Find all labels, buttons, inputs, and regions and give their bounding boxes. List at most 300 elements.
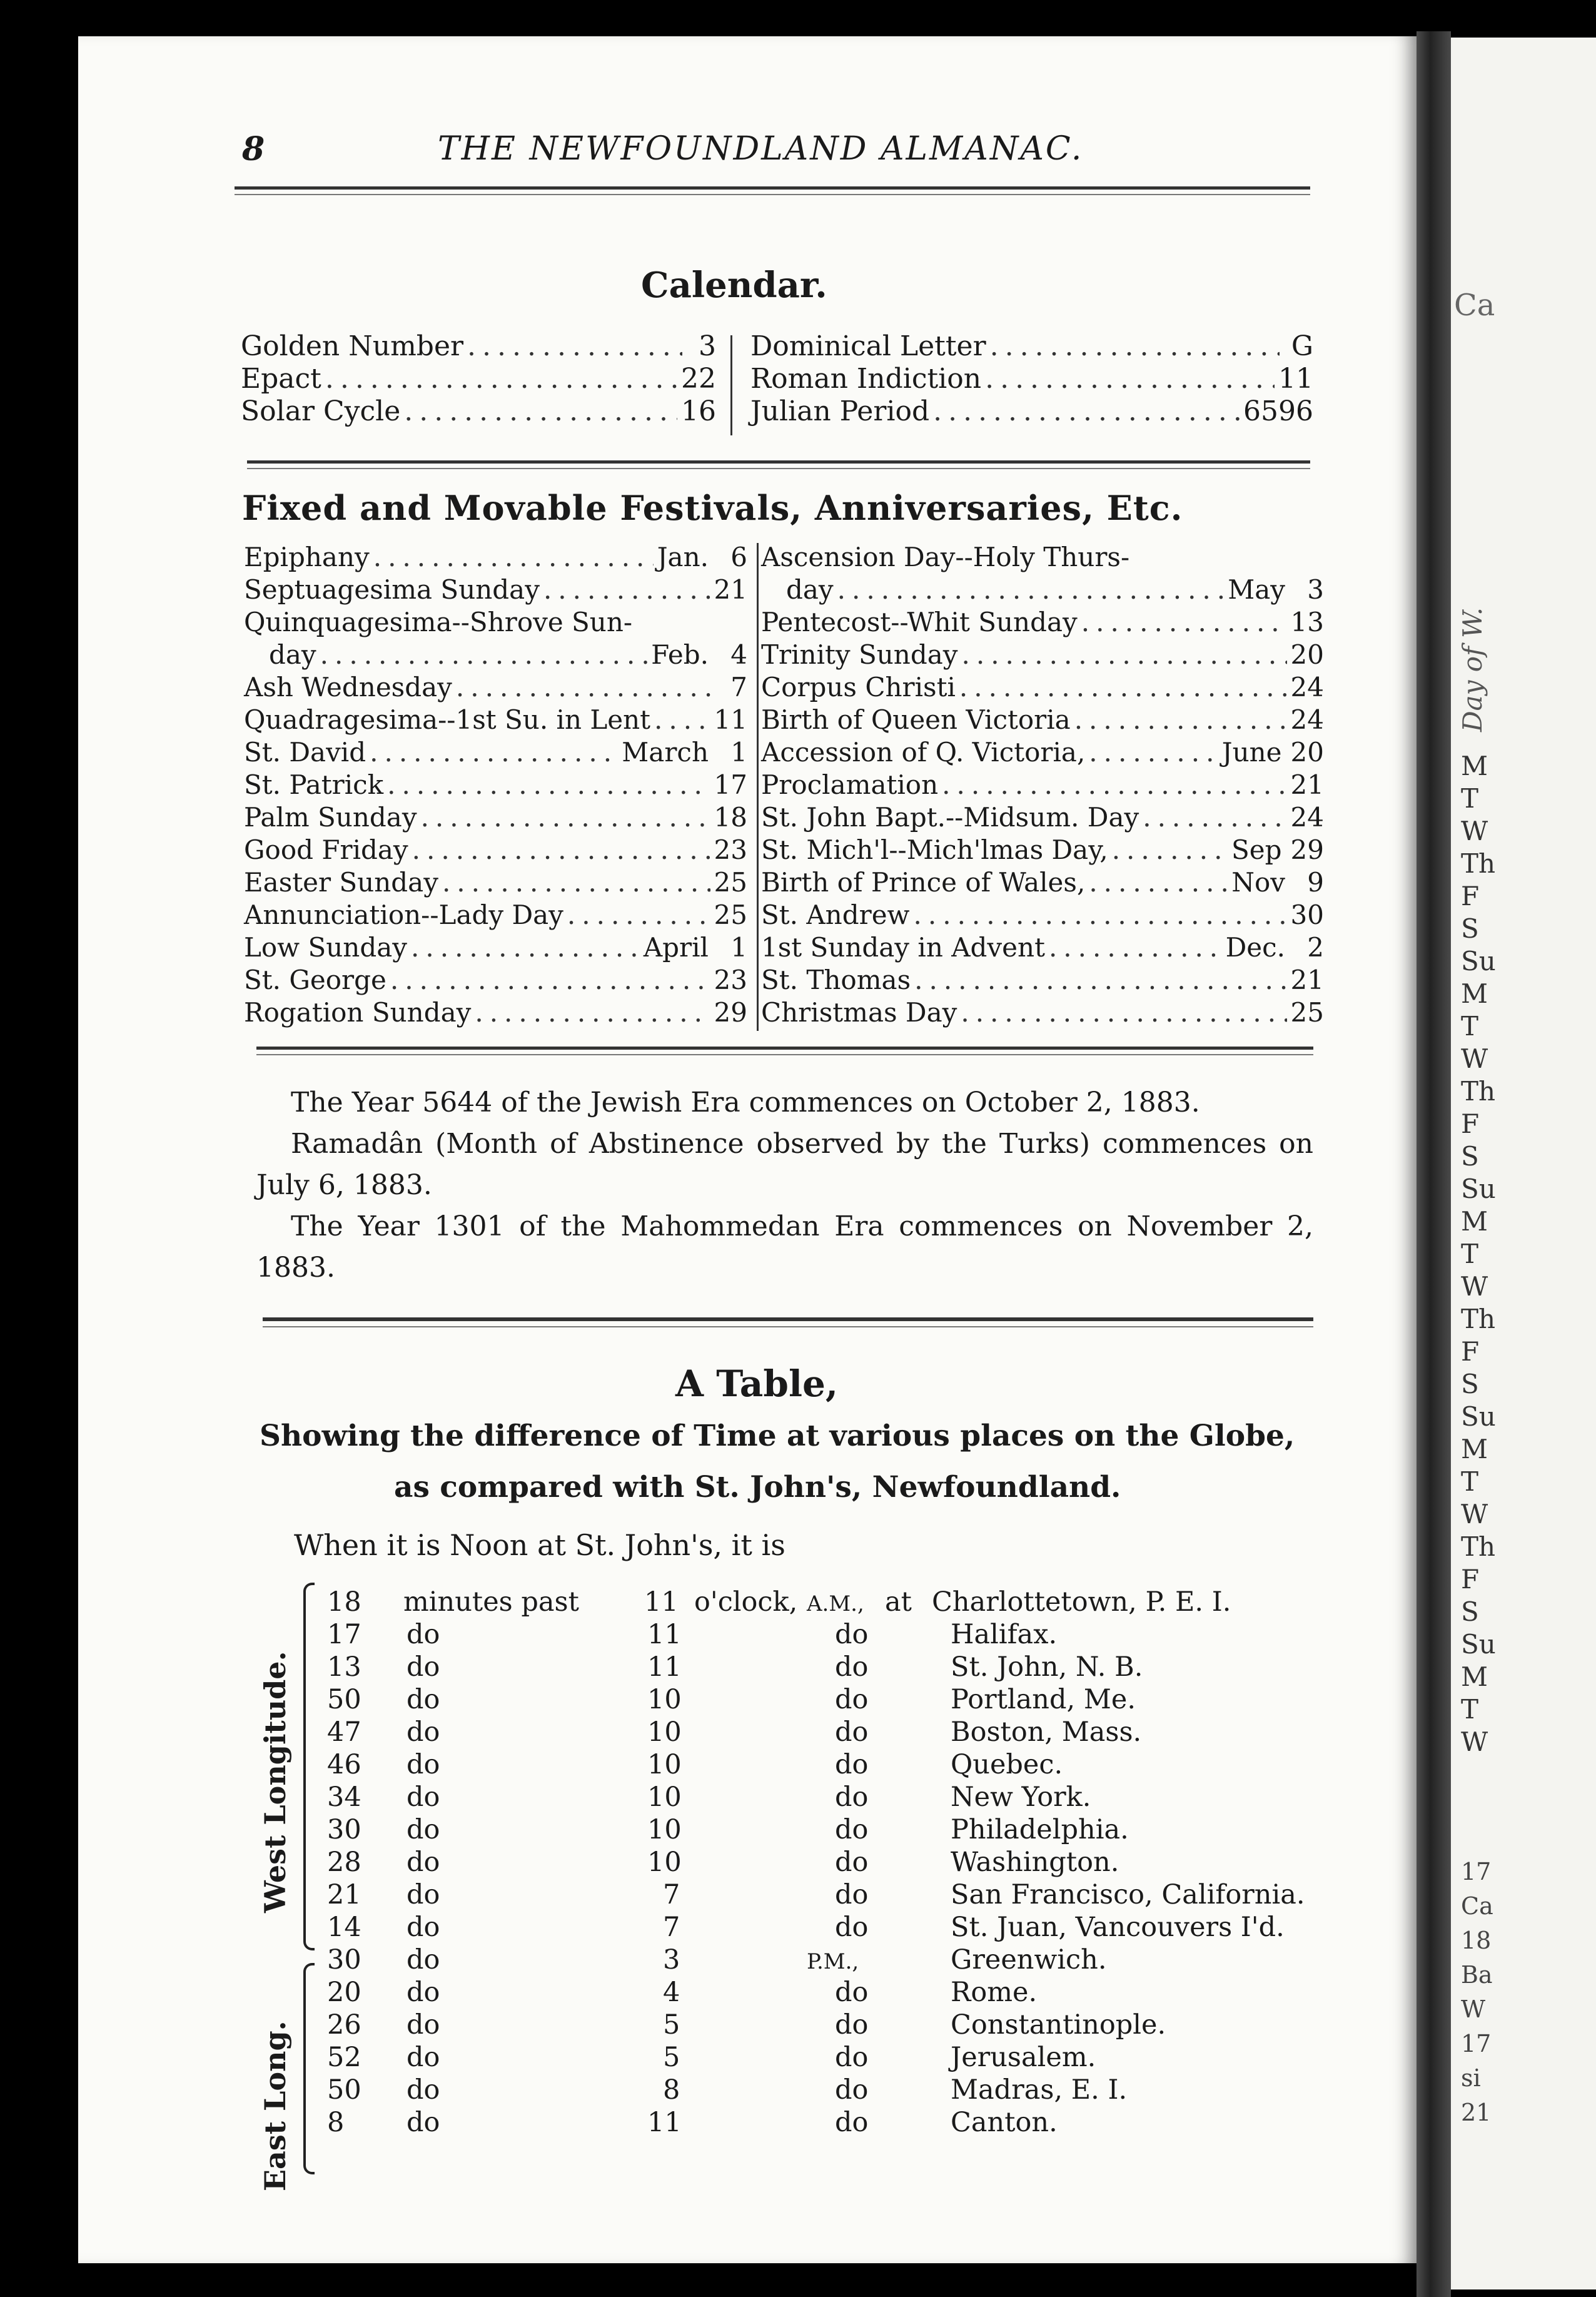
festival-left-item — [244, 737, 747, 769]
east-brace — [303, 1963, 315, 2174]
east-longitude-label: East Long. — [258, 2021, 292, 2191]
facing-day-letter: Th — [1461, 1304, 1496, 1334]
festival-left-item-value: 23 — [714, 965, 747, 995]
facing-day-letter: M — [1461, 1434, 1488, 1464]
am-pm-cell: do — [835, 1782, 869, 1813]
festival-right-item-label: Birth of Queen Victoria — [761, 704, 1071, 735]
hour-cell: 8 — [663, 2074, 680, 2106]
festival-left-item — [244, 542, 747, 574]
calendar-right-item-label: Dominical Letter — [750, 330, 986, 362]
am-pm-cell: do — [835, 1619, 869, 1650]
festival-right-item-label: Trinity Sunday — [761, 639, 958, 670]
minutes-past-cell: do — [407, 1912, 440, 1943]
dot-leader — [933, 395, 1240, 427]
festival-right-item-label: Accession of Q. Victoria, — [761, 737, 1086, 768]
place-cell: New York. — [951, 1782, 1091, 1813]
am-pm-cell: do — [835, 1912, 869, 1943]
am-pm-cell: do — [835, 1879, 869, 1910]
facing-day-letter: T — [1461, 783, 1479, 814]
place-cell: Portland, Me. — [951, 1684, 1136, 1715]
festival-right-item — [761, 639, 1324, 672]
calendar-right-item — [750, 395, 1313, 428]
hour-cell: 10 — [647, 1684, 682, 1715]
place-cell: Charlottetown, P. E. I. — [932, 1586, 1231, 1618]
running-title: THE NEWFOUNDLAND ALMANAC. — [438, 130, 1084, 168]
dot-leader — [1112, 834, 1228, 865]
festival-left-item-month: Feb. — [651, 639, 709, 670]
facing-day-letter: Th — [1461, 848, 1496, 879]
calendar-left-item — [241, 395, 716, 428]
festival-left-item-label: Easter Sunday — [244, 867, 438, 898]
hour-cell: 11 — [647, 1619, 682, 1650]
festival-right-item-month: Dec. — [1225, 932, 1285, 963]
facing-footer-line: 21 — [1461, 2099, 1492, 2126]
festival-right-item — [761, 867, 1324, 900]
minutes-cell: 14 — [327, 1912, 361, 1943]
festival-left-item — [244, 639, 747, 672]
festival-left-item — [244, 769, 747, 802]
festival-right-item-month: Sep — [1231, 834, 1282, 865]
festival-right-item-label: St. John Bapt.--Midsum. Day — [761, 802, 1139, 833]
facing-day-letter: W — [1461, 816, 1488, 846]
festival-right-item-label: 1st Sunday in Advent — [761, 932, 1045, 963]
eras-rule-thin — [263, 1326, 1313, 1327]
festivals-divider — [757, 543, 759, 1031]
festival-left-item-label: Quinquagesima--Shrove Sun- — [244, 607, 633, 637]
minutes-past-cell: do — [407, 1684, 440, 1715]
minutes-past-cell: do — [407, 1944, 440, 1975]
hour-cell: 10 — [647, 1749, 682, 1780]
festival-left-item-value: 4 — [730, 639, 747, 670]
festival-right-item — [761, 607, 1324, 639]
festival-left-item-value: 25 — [714, 900, 747, 930]
place-cell: Madras, E. I. — [951, 2074, 1128, 2106]
minutes-past-cell: do — [407, 1977, 440, 2008]
festival-left-item-label: Good Friday — [244, 834, 408, 865]
festival-left-item — [244, 704, 747, 737]
jewish-era-note: The Year 5644 of the Jewish Era commences on October 2, 1883. — [291, 1087, 1200, 1118]
dot-leader — [1049, 932, 1222, 963]
minutes-past-cell: do — [407, 2042, 440, 2073]
festival-left-item-value: 18 — [714, 802, 747, 833]
hour-cell: 5 — [663, 2042, 680, 2073]
dot-leader — [543, 574, 710, 605]
facing-footer-line: Ca — [1461, 1892, 1493, 1920]
festival-left-item-month: Jan. — [657, 542, 709, 572]
place-cell: Boston, Mass. — [951, 1716, 1142, 1748]
facing-day-letter: Th — [1461, 1531, 1496, 1562]
festival-left-item — [244, 607, 747, 639]
calendar-rule — [247, 460, 1310, 464]
am-pm-cell: do — [835, 1847, 869, 1878]
festival-right-item-value: 20 — [1290, 639, 1324, 670]
calendar-right-item-value: 6596 — [1243, 395, 1313, 427]
facing-day-letter: W — [1461, 1271, 1488, 1302]
place-cell: Philadelphia. — [951, 1814, 1129, 1845]
minutes-cell: 50 — [327, 2074, 361, 2106]
festival-right-item-value: 3 — [1307, 574, 1324, 605]
place-cell: Greenwich. — [951, 1944, 1107, 1975]
calendar-left-item-label: Epact — [241, 363, 321, 395]
festival-left-item-label: Quadragesima--1st Su. in Lent — [244, 704, 651, 735]
minutes-cell: 20 — [327, 1977, 361, 2008]
festival-left-item-label: St. George — [244, 965, 386, 995]
festivals-right-list — [761, 542, 1324, 1030]
minutes-cell: 30 — [327, 1944, 361, 1975]
hour-cell: 10 — [647, 1847, 682, 1878]
festival-right-item-value: 21 — [1290, 965, 1324, 995]
calendar-left-item-value: 22 — [681, 363, 716, 395]
festival-right-item-month: May — [1228, 574, 1285, 605]
facing-footer-line: W — [1461, 1995, 1486, 2023]
facing-day-letter: S — [1461, 1141, 1479, 1172]
almanac-page — [78, 36, 1417, 2263]
festival-right-item-value: 24 — [1290, 672, 1324, 702]
dot-leader — [1089, 867, 1228, 898]
festival-left-item-month: April — [643, 932, 709, 963]
dot-leader — [421, 802, 710, 833]
place-cell: Rome. — [951, 1977, 1038, 2008]
calendar-left-item-label: Golden Number — [241, 330, 464, 362]
time-table-title: A Table, — [675, 1362, 839, 1405]
festival-right-item-value: 24 — [1290, 704, 1324, 735]
festival-left-item-value: 7 — [730, 672, 747, 702]
festival-left-item — [244, 965, 747, 997]
dot-leader — [370, 737, 618, 768]
festival-left-item-label: Palm Sunday — [244, 802, 417, 833]
dot-leader — [914, 900, 1287, 930]
am-pm-cell: do — [835, 2107, 869, 2138]
minutes-past-cell: do — [407, 1847, 440, 1878]
minutes-past-cell: do — [407, 1749, 440, 1780]
festival-right-item — [761, 900, 1324, 932]
am-pm-cell: do — [835, 1716, 869, 1748]
dot-leader — [962, 639, 1287, 670]
facing-day-letter: F — [1461, 1336, 1480, 1367]
place-cell: Quebec. — [951, 1749, 1063, 1780]
minutes-past-cell: do — [407, 1716, 440, 1748]
am-pm-cell: do — [835, 2009, 869, 2041]
festival-left-item-label: Annunciation--Lady Day — [244, 900, 563, 930]
festival-left-item-month: March — [622, 737, 709, 768]
dot-leader — [373, 542, 654, 572]
hour-cell: 3 — [663, 1944, 680, 1975]
place-cell: Jerusalem. — [951, 2042, 1096, 2073]
minutes-past-cell: do — [407, 1619, 440, 1650]
festival-right-item — [761, 574, 1324, 607]
calendar-left-item — [241, 363, 716, 395]
festival-left-item-value: 25 — [714, 867, 747, 898]
facing-footer-line: 18 — [1461, 1927, 1492, 1954]
festival-left-item — [244, 672, 747, 704]
festival-left-item-label: day — [269, 639, 316, 670]
am-pm-cell: P.M., — [807, 1949, 859, 1974]
minutes-cell: 50 — [327, 1684, 361, 1715]
festival-right-item-value: 20 — [1290, 737, 1324, 768]
festival-left-item-label: St. Patrick — [244, 769, 384, 800]
festival-right-item — [761, 672, 1324, 704]
facing-day-letter: T — [1461, 1694, 1479, 1725]
minutes-cell: 17 — [327, 1619, 361, 1650]
facing-day-letter: T — [1461, 1011, 1479, 1042]
facing-footer-line: 17 — [1461, 1858, 1492, 1885]
dot-leader — [959, 672, 1287, 702]
minutes-cell: 34 — [327, 1782, 361, 1813]
festival-right-item-value: 2 — [1307, 932, 1324, 963]
festival-right-item — [761, 932, 1324, 965]
festivals-rule — [256, 1047, 1313, 1050]
festival-left-item — [244, 997, 747, 1030]
festival-right-item-value: 25 — [1290, 997, 1324, 1028]
dot-leader — [320, 639, 647, 670]
hour-cell: 10 — [647, 1716, 682, 1748]
dot-leader — [985, 363, 1275, 395]
hour-cell: 11 — [644, 1586, 679, 1618]
dot-leader — [442, 867, 710, 898]
festival-right-item-label: Christmas Day — [761, 997, 957, 1028]
am-pm-cell: do — [835, 1814, 869, 1845]
festival-right-item-month: Nov — [1231, 867, 1285, 898]
festival-right-item — [761, 542, 1324, 574]
book-gutter — [1417, 31, 1451, 2297]
festival-right-item — [761, 834, 1324, 867]
festival-right-item — [761, 802, 1324, 834]
am-pm-cell: do — [835, 2074, 869, 2106]
minutes-past-cell: do — [407, 1782, 440, 1813]
west-brace — [303, 1583, 315, 1950]
facing-day-letter: F — [1461, 1564, 1480, 1595]
festival-left-item-value: 17 — [714, 769, 747, 800]
dot-leader — [1089, 737, 1218, 768]
time-table-intro: When it is Noon at St. John's, it is — [294, 1528, 785, 1562]
dot-leader — [456, 672, 714, 702]
calendar-left-item-label: Solar Cycle — [241, 395, 401, 427]
header-rule-thin — [235, 194, 1310, 195]
festival-left-item-value: 29 — [714, 997, 747, 1028]
dot-leader — [390, 965, 710, 995]
festivals-rule-thin — [256, 1054, 1313, 1055]
facing-day-letter: F — [1461, 881, 1480, 911]
hour-cell: 11 — [647, 2107, 682, 2138]
dot-leader — [1074, 704, 1287, 735]
minutes-cell: 18 — [327, 1586, 361, 1618]
minutes-past-cell: do — [407, 1879, 440, 1910]
hour-cell: 11 — [647, 1651, 682, 1683]
festival-left-item-value: 6 — [730, 542, 747, 572]
minutes-cell: 13 — [327, 1651, 361, 1683]
minutes-cell: 8 — [327, 2107, 345, 2138]
facing-day-letter: T — [1461, 1466, 1479, 1497]
facing-day-letter: Su — [1461, 1174, 1496, 1204]
dot-leader — [467, 330, 682, 362]
west-longitude-label: West Longitude. — [258, 1651, 292, 1913]
place-cell: St. John, N. B. — [951, 1651, 1143, 1683]
dot-leader — [942, 769, 1286, 800]
festival-left-item-value: 11 — [714, 704, 747, 735]
festival-left-item — [244, 834, 747, 867]
festival-left-item — [244, 574, 747, 607]
minutes-cell: 47 — [327, 1716, 361, 1748]
calendar-right-item-value: 11 — [1278, 363, 1313, 395]
at-cell: at — [885, 1586, 912, 1618]
festival-left-item-label: Ash Wednesday — [244, 672, 452, 702]
place-cell: San Francisco, California. — [951, 1879, 1305, 1910]
place-cell: St. Juan, Vancouvers I'd. — [951, 1912, 1285, 1943]
am-pm-cell: do — [835, 2042, 869, 2073]
minutes-cell: 21 — [327, 1879, 361, 1910]
festival-left-item — [244, 867, 747, 900]
festival-left-item — [244, 802, 747, 834]
minutes-past-cell: do — [407, 1651, 440, 1683]
facing-day-letter: F — [1461, 1108, 1480, 1139]
facing-header-fragment: Ca — [1454, 288, 1495, 323]
minutes-past-cell: do — [407, 2009, 440, 2041]
place-cell: Canton. — [951, 2107, 1058, 2138]
facing-day-letter: Su — [1461, 946, 1496, 976]
calendar-right-item-value: G — [1291, 330, 1313, 362]
facing-footer-line: si — [1461, 2064, 1481, 2092]
festival-right-item-label: St. Mich'l--Mich'lmas Day, — [761, 834, 1108, 865]
facing-day-letter: M — [1461, 751, 1488, 781]
dot-leader — [914, 965, 1286, 995]
festival-right-item-value: 30 — [1290, 900, 1324, 930]
facing-day-letter: Su — [1461, 1629, 1496, 1660]
festival-right-item — [761, 704, 1324, 737]
calendar-right-item — [750, 330, 1313, 363]
place-cell: Washington. — [951, 1847, 1119, 1878]
minutes-cell: 28 — [327, 1847, 361, 1878]
am-pm-cell: do — [835, 1977, 869, 2008]
festival-right-item-label: Corpus Christi — [761, 672, 956, 702]
facing-day-letter: T — [1461, 1239, 1479, 1269]
time-table-subtitle-1: Showing the difference of Time at various places on the Globe, — [260, 1419, 1295, 1453]
festival-right-item-month: June — [1221, 737, 1282, 768]
festival-right-item — [761, 997, 1324, 1030]
festival-right-item-label: Ascension Day--Holy Thurs- — [761, 542, 1130, 572]
facing-footer-line: Ba — [1461, 1961, 1493, 1989]
header-rule — [235, 186, 1310, 190]
am-pm-cell: do — [835, 1684, 869, 1715]
calendar-right-item-label: Roman Indiction — [750, 363, 982, 395]
mahommedan-era-note: The Year 1301 of the Mahommedan Era commences on November 2, 1883. — [256, 1210, 1313, 1284]
festival-right-item-label: St. Andrew — [761, 900, 910, 930]
festival-right-item-label: Proclamation — [761, 769, 939, 800]
calendar-divider — [730, 335, 732, 435]
dot-leader — [411, 932, 640, 963]
festival-left-item — [244, 900, 747, 932]
festival-right-item-label: St. Thomas — [761, 965, 911, 995]
facing-day-letter: W — [1461, 1043, 1488, 1074]
festival-right-item-label: Pentecost--Whit Sunday — [761, 607, 1078, 637]
dot-leader — [412, 834, 710, 865]
minutes-cell: 26 — [327, 2009, 361, 2041]
festival-right-item-value: 9 — [1307, 867, 1324, 898]
dot-leader — [387, 769, 710, 800]
facing-day-letter: M — [1461, 1206, 1488, 1237]
time-table-subtitle-2: as compared with St. John's, Newfoundland. — [394, 1470, 1121, 1504]
festival-left-item-label: Low Sunday — [244, 932, 408, 963]
am-pm-cell: A.M., — [807, 1591, 864, 1616]
dot-leader — [567, 900, 710, 930]
festival-left-item-value: 1 — [730, 737, 747, 768]
dot-leader — [325, 363, 677, 395]
dot-leader — [837, 574, 1225, 605]
calendar-right-item-label: Julian Period — [750, 395, 930, 427]
facing-day-letter: Th — [1461, 1076, 1496, 1107]
ramadan-note: Ramadân (Month of Abstinence observed by the Turks) commences on July 6, 1883. — [256, 1128, 1313, 1201]
festival-right-item-value: 21 — [1290, 769, 1324, 800]
facing-day-letter: M — [1461, 1661, 1488, 1692]
festival-right-item-value: 24 — [1290, 802, 1324, 833]
hour-cell: 10 — [647, 1782, 682, 1813]
dot-leader — [1081, 607, 1287, 637]
hour-cell: 4 — [663, 1977, 680, 2008]
facing-day-letter: M — [1461, 978, 1488, 1009]
hour-cell: 7 — [663, 1912, 680, 1943]
facing-day-letter: S — [1461, 913, 1479, 944]
dot-leader — [475, 997, 710, 1028]
festival-left-item-value: 21 — [714, 574, 747, 605]
festivals-title: Fixed and Movable Festivals, Anniversaries, Etc. — [242, 488, 1183, 528]
minutes-cell: 46 — [327, 1749, 361, 1780]
calendar-left-item-value: 16 — [681, 395, 716, 427]
festival-left-item-value: 23 — [714, 834, 747, 865]
festival-left-item-label: Septuagesima Sunday — [244, 574, 540, 605]
festival-right-item — [761, 737, 1324, 769]
festival-left-item — [244, 932, 747, 965]
festival-right-item — [761, 965, 1324, 997]
dot-leader — [654, 704, 710, 735]
facing-day-letter: Su — [1461, 1401, 1496, 1432]
facing-day-letter: W — [1461, 1727, 1488, 1757]
festival-right-item-label: day — [786, 574, 834, 605]
minutes-cell: 52 — [327, 2042, 361, 2073]
calendar-right-item — [750, 363, 1313, 395]
hour-cell: 10 — [647, 1814, 682, 1845]
hour-cell: 7 — [663, 1879, 680, 1910]
hour-cell: 5 — [663, 2009, 680, 2041]
dot-leader — [990, 330, 1280, 362]
place-cell: Constantinople. — [951, 2009, 1166, 2041]
calendar-right-list — [750, 330, 1313, 428]
calendar-left-item — [241, 330, 716, 363]
festival-left-item-value: 1 — [730, 932, 747, 963]
facing-day-letter: W — [1461, 1499, 1488, 1529]
dot-leader — [404, 395, 677, 427]
festivals-left-list — [244, 542, 747, 1030]
festival-right-item-value: 13 — [1290, 607, 1324, 637]
am-pm-cell: do — [835, 1749, 869, 1780]
festival-right-item — [761, 769, 1324, 802]
minutes-past-cell: do — [407, 2107, 440, 2138]
calendar-rule-thin — [247, 468, 1310, 469]
facing-footer-line: 17 — [1461, 2030, 1492, 2057]
festival-right-item-label: Birth of Prince of Wales, — [761, 867, 1086, 898]
am-pm-cell: do — [835, 1651, 869, 1683]
oclock-cell: o'clock, — [694, 1586, 798, 1618]
page-number: 8 — [242, 130, 265, 168]
festival-right-item-value: 29 — [1290, 834, 1324, 865]
dot-leader — [961, 997, 1286, 1028]
facing-day-letter: S — [1461, 1369, 1479, 1399]
minutes-past-cell: do — [407, 2074, 440, 2106]
facing-side-label: Day of W. — [1457, 607, 1488, 732]
festival-left-item-label: Epiphany — [244, 542, 370, 572]
calendar-title: Calendar. — [641, 265, 827, 306]
festival-left-item-label: St. David — [244, 737, 366, 768]
place-cell: Halifax. — [951, 1619, 1058, 1650]
calendar-left-list — [241, 330, 716, 428]
